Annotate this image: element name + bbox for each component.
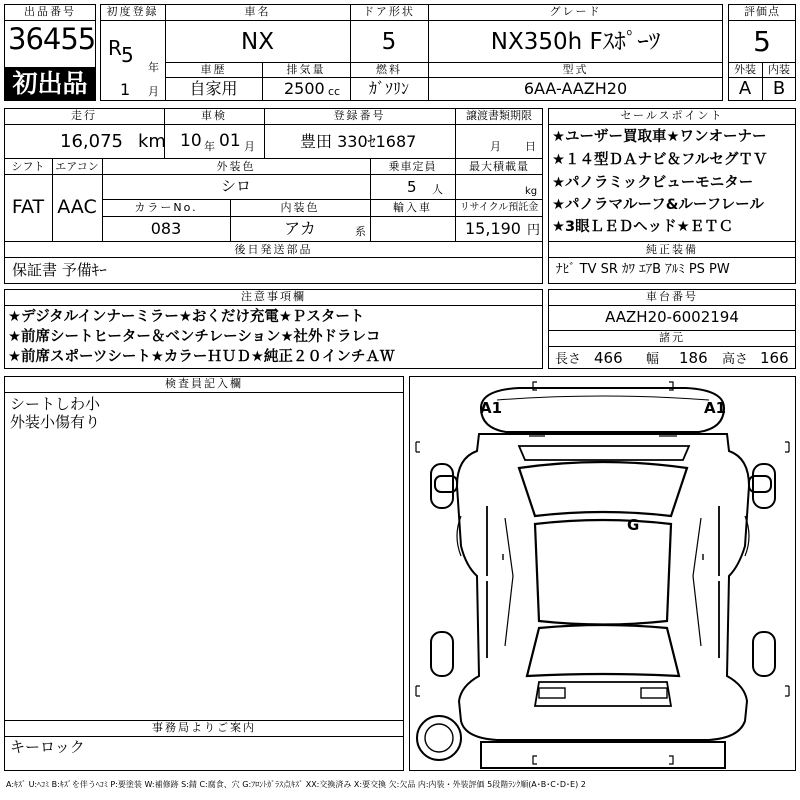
recycle: 15,190	[465, 219, 521, 238]
rear-left-wheel	[431, 632, 453, 676]
equipment: ﾅﾋﾞ TV SR ｶﾜ ｴｱB ｱﾙﾐ PS PW	[556, 262, 730, 277]
sales-label: セールスポイント	[620, 109, 724, 122]
ac-label: エアコン	[55, 160, 99, 173]
capacity-label: 乗車定員	[388, 160, 437, 173]
color: シロ	[220, 177, 251, 195]
ac: AAC	[57, 196, 97, 218]
roof	[535, 516, 671, 625]
shift: FAT	[11, 196, 45, 218]
equipment-label: 純正装備	[646, 243, 698, 256]
color-no-label: カラーNo.	[134, 201, 198, 214]
lot-number: 36455	[8, 22, 96, 56]
plate: 豊田 330ｾ1687	[300, 132, 417, 151]
sales-item: ★パノラミックビューモニター	[552, 175, 754, 191]
damage-mark: G	[627, 516, 640, 534]
note-line: ★前席シートヒーター＆ベンチレーション★社外ドラレコ	[8, 329, 381, 345]
body-outline	[457, 434, 749, 740]
shift-label: シフト	[11, 160, 45, 173]
history-label: 車歴	[200, 63, 227, 76]
damage-mark: A1	[480, 399, 503, 417]
car-name-label: 車名	[244, 5, 271, 18]
inspection-month: 01	[219, 131, 241, 151]
later-value: 保証書 予備ｷｰ	[12, 261, 107, 279]
first-reg-year: 5	[121, 43, 134, 67]
width-label: 幅	[646, 352, 660, 367]
inspection-label: 車検	[201, 109, 227, 122]
exterior-grade-label: 外装	[734, 63, 756, 76]
displacement-unit: cc	[328, 85, 341, 98]
interior-color-unit: 系	[355, 225, 366, 238]
office-label: 事務局よりご案内	[152, 721, 256, 734]
front-bumper	[481, 388, 727, 432]
chassis-number: AAZH20-6002194	[605, 308, 739, 326]
length-label: 長さ	[555, 352, 582, 367]
mileage-unit: km	[138, 131, 166, 152]
era: R	[108, 36, 122, 60]
exterior-grade: A	[738, 78, 752, 99]
interior-color-label: 内装色	[280, 201, 320, 214]
inspection-month-unit: 月	[244, 140, 255, 153]
transfer-month-unit: 月	[490, 140, 501, 153]
rear-bumper	[481, 742, 725, 768]
capacity: 5	[407, 178, 417, 196]
later-label: 後日発送部品	[234, 243, 313, 256]
sales-item: ★3眼ＬＥＤヘッド★ＥＴＣ	[552, 219, 734, 235]
width: 186	[679, 349, 708, 367]
model-label: 型式	[562, 63, 589, 76]
mileage-label: 走行	[71, 109, 97, 122]
color-label: 外装色	[216, 160, 256, 173]
transfer-day-unit: 日	[525, 140, 536, 153]
recycle-label: リサイクル預託金	[459, 202, 539, 213]
inspection-year-unit: 年	[204, 140, 215, 153]
note-line: ★デジタルインナーミラー★おくだけ充電★Ｐスタート	[8, 309, 365, 325]
sales-item: ★パノラマルーフ&ルーフレール	[552, 197, 764, 213]
capacity-unit: 人	[432, 183, 443, 196]
interior-grade: B	[772, 78, 786, 99]
grade-label: グレード	[549, 5, 602, 18]
plate-label: 登録番号	[333, 109, 386, 122]
mileage: 16,075	[60, 131, 123, 152]
score: 5	[753, 25, 771, 58]
legend: A:ｷｽﾞ U:ﾍｺﾐ B:ｷｽﾞを伴うﾍｺﾐ P:要塗装 W:補修跡 S:錆 C:腐食、穴 G:ﾌﾛﾝﾄｶﾞﾗｽ点ｷｽﾞ XX:交換済み X:要交換 欠:欠品 内:内装・外装評価 5段階ﾗﾝｸ順(A･B･C･D･E) 2	[6, 780, 586, 789]
doors: 5	[381, 29, 397, 55]
office-value: キーロック	[10, 738, 85, 756]
sales-item: ★１４型ＤＡナビ＆フルセグＴＶ	[552, 152, 768, 168]
rear-window	[527, 625, 679, 676]
recycle-unit: 円	[527, 223, 541, 238]
height-label: 高さ	[722, 352, 749, 367]
fuel: ｶﾞｿﾘﾝ	[368, 79, 409, 98]
dims-label: 諸元	[659, 331, 685, 344]
rear-right-wheel	[753, 632, 775, 676]
lot-label: 出品番号	[24, 5, 76, 18]
import-label: 輸入車	[393, 201, 432, 214]
first-listing-badge: 初出品	[4, 67, 96, 101]
fuel-label: 燃料	[376, 63, 402, 76]
transfer-label: 譲渡書類期限	[466, 109, 532, 122]
load-unit: kg	[525, 186, 538, 197]
notes-label: 注意事項欄	[241, 290, 306, 303]
month-unit: 月	[148, 85, 159, 98]
displacement: 2500	[284, 79, 325, 98]
model: 6AA-AAZH20	[523, 79, 628, 98]
year-unit: 年	[148, 61, 159, 74]
chassis-label: 車台番号	[646, 290, 698, 303]
car-diagram	[409, 376, 796, 771]
interior-color: アカ	[284, 219, 316, 238]
displacement-label: 排気量	[286, 63, 326, 76]
first-reg-month: 1	[120, 80, 131, 99]
interior-grade-label: 内装	[768, 63, 790, 76]
inspector-line: 外装小傷有り	[10, 413, 101, 431]
sales-item: ★ユーザー買取車★ワンオーナー	[552, 129, 767, 145]
height: 166	[760, 349, 789, 367]
length: 466	[594, 349, 623, 367]
inspector-line: シートしわ小	[10, 395, 101, 413]
history: 自家用	[189, 79, 238, 98]
windshield	[519, 462, 687, 516]
note-line: ★前席スポーツシート★カラーＨＵＤ★純正２０インチＡＷ	[8, 349, 395, 365]
inspector-label: 検査員記入欄	[165, 377, 243, 390]
color-no: 083	[150, 219, 182, 238]
inspection-year: 10	[180, 131, 202, 151]
score-label: 評価点	[744, 5, 780, 18]
first-reg-label: 初度登録	[106, 5, 159, 18]
grade: NX350h Fｽﾎﾟｰﾂ	[490, 29, 661, 55]
car-name: NX	[241, 29, 274, 55]
damage-mark: A1	[704, 399, 727, 417]
inspector-box	[4, 376, 404, 771]
door-label: ドア形状	[363, 5, 415, 18]
load-label: 最大積載量	[469, 160, 529, 173]
spare-tire	[417, 716, 461, 760]
